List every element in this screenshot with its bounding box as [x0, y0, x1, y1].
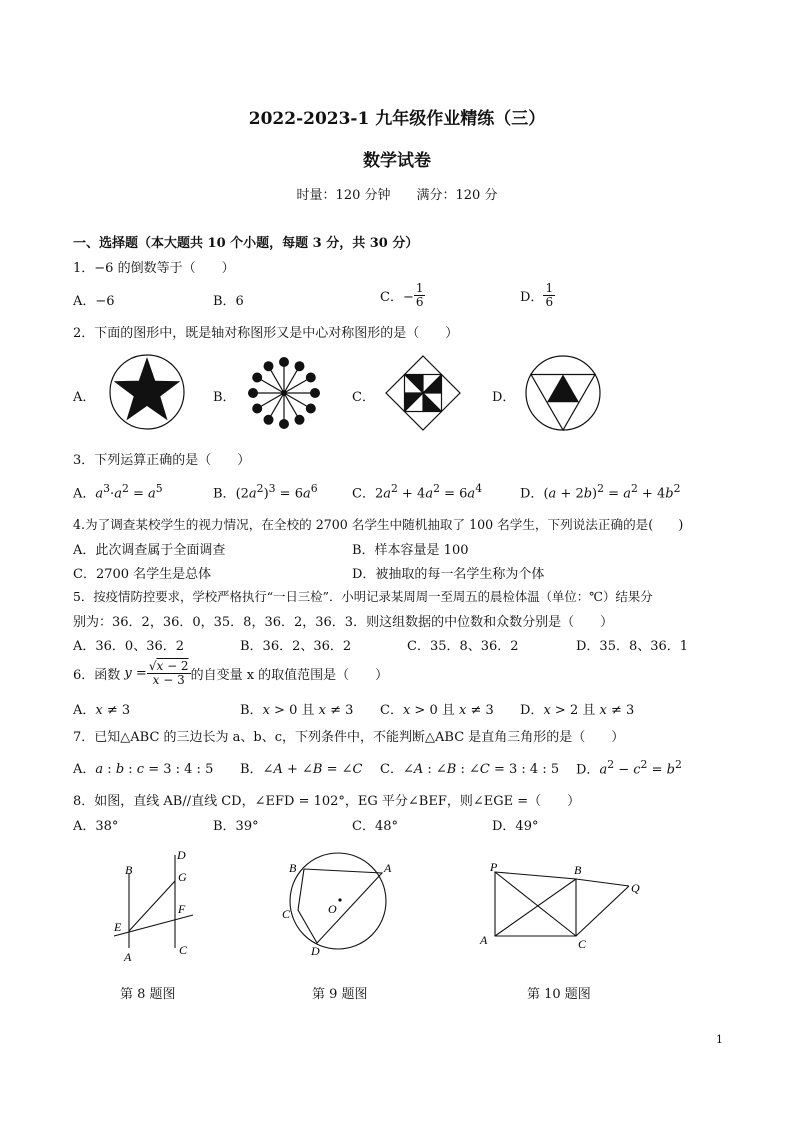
- q2-diamond-figure: [384, 354, 462, 432]
- q6-option-b: B．x > 0 且 x ≠ 3: [240, 703, 354, 718]
- fig8-label-b: B: [125, 863, 133, 877]
- q6-option-c: C．x > 0 且 x ≠ 3: [380, 703, 494, 718]
- q2-option-b: B．: [213, 390, 236, 405]
- figure-8-caption: 第 8 题图: [120, 987, 176, 1002]
- q5-option-c: C．35．8、36．2: [407, 639, 519, 654]
- exam-title: 2022-2023-1 九年级作业精练（三）: [248, 109, 546, 129]
- fig9-label-a: A: [384, 861, 392, 875]
- q3-stem: 3．下列运算正确的是（ ）: [73, 453, 251, 468]
- q8-option-d: D．49°: [492, 819, 539, 834]
- fig8-label-d: D: [177, 848, 186, 862]
- fig10-label-b: B: [574, 863, 582, 877]
- fig8-label-g: G: [178, 870, 187, 884]
- q8-option-b: B．39°: [213, 819, 259, 834]
- q2-stem: 2．下面的图形中，既是轴对称图形又是中心对称图形的是（ ）: [73, 326, 459, 341]
- q8-option-a: A．38°: [73, 819, 119, 834]
- q2-star-figure: [108, 353, 186, 431]
- q4-option-b: B．样本容量是 100: [352, 543, 469, 558]
- fig8-label-f: F: [178, 902, 186, 916]
- fig8-label-c: C: [179, 943, 188, 957]
- fig9-label-d: D: [311, 944, 320, 958]
- q1-option-d: D． $\frac{1}{6}$: [520, 281, 554, 309]
- fig10-label-q: Q: [631, 881, 640, 895]
- fig9-label-o: O: [328, 902, 337, 916]
- fig10-label-p: P: [490, 860, 498, 874]
- figure-9-caption: 第 9 题图: [312, 987, 368, 1002]
- section-heading: 一、选择题（本大题共 10 个小题，每题 3 分，共 30 分）: [73, 236, 419, 251]
- q5-stem-line2: 别为：36．2，36．0，35．8，36．2，36．3．则这组数据的中位数和众数分别是（ ）: [73, 615, 614, 630]
- fig8-label-a: A: [124, 950, 132, 964]
- q4-option-c: C．2700 名学生是总体: [73, 567, 212, 582]
- q4-option-d: D．被抽取的每一名学生称为个体: [352, 567, 545, 582]
- q7-option-c: C．∠A : ∠B : ∠C = 3 : 4 : 5: [380, 762, 560, 777]
- q3-option-b: B．$(2a^2)^3 = 6a^6$: [213, 482, 318, 502]
- q4-stem: 4.为了调查某校学生的视力情况，在全校的 2700 名学生中随机抽取了 100 名学生，下列说法正确的是( ): [73, 517, 684, 532]
- fig9-label-b: B: [289, 861, 297, 875]
- q1-option-b: B．6: [213, 294, 244, 309]
- q5-stem-line1: 5．按疫情防控要求，学校严格执行“一日三检”．小明记录某周周一至周五的晨检体温（单位：℃）结果分: [73, 589, 653, 604]
- fig9-label-c: C: [282, 907, 291, 921]
- figure-9: [280, 845, 400, 965]
- q6-option-d: D．x > 2 且 x ≠ 3: [520, 703, 635, 718]
- fig10-label-a: A: [480, 933, 488, 947]
- q2-option-a: A．: [73, 390, 96, 405]
- q2-triangle-figure: [524, 354, 602, 432]
- time-info: 时量：120 分钟 满分：120 分: [296, 188, 498, 203]
- q3-option-c: C．$2a^2 + 4a^2 = 6a^4$: [352, 482, 483, 502]
- fig10-label-c: C: [578, 937, 587, 951]
- q2-dots-figure: [246, 355, 322, 431]
- q2-option-c: C．: [352, 390, 375, 405]
- q7-option-a: A．a : b : c = 3 : 4 : 5: [73, 762, 214, 777]
- figure-8: [100, 845, 210, 970]
- q7-option-b: B．∠A + ∠B = ∠C: [240, 762, 363, 777]
- figure-10-caption: 第 10 题图: [527, 987, 591, 1002]
- q5-option-a: A．36．0、36．2: [73, 639, 185, 654]
- q8-option-c: C．48°: [352, 819, 398, 834]
- fig8-label-e: E: [114, 920, 122, 934]
- q1-option-a: A．−6: [73, 294, 115, 309]
- q7-option-d: D．$a^2 - c^2 = b^2$: [576, 758, 682, 778]
- q5-option-b: B．36．2、36．2: [240, 639, 352, 654]
- q3-option-d: D．$(a + 2b)^2 = a^2 + 4b^2$: [520, 482, 681, 502]
- figure-10: [478, 852, 648, 962]
- page-number: 1: [716, 1033, 723, 1046]
- q4-option-a: A．此次调查属于全面调查: [73, 543, 226, 558]
- q2-option-d: D．: [492, 390, 516, 405]
- subject-title: 数学试卷: [363, 151, 431, 171]
- q5-option-d: D．35．8、36．1: [576, 639, 689, 654]
- q7-stem: 7．已知△ABC 的三边长为 a、b、c，下列条件中，不能判断△ABC 是直角三角形的是（ ）: [73, 730, 625, 745]
- q8-stem: 8．如图，直线 AB//直线 CD，∠EFD = 102°，EG 平分∠BEF，则∠EGE =（ ）: [73, 794, 581, 809]
- q1-stem: 1．−6 的倒数等于（ ）: [73, 261, 235, 276]
- q6-option-a: A．x ≠ 3: [73, 703, 131, 718]
- q6-stem: 6．函数 y = $\frac{√x - 2}{x - 3}$ 的自变量 x 的取值范围是（ ）: [73, 659, 389, 687]
- q1-option-c: C．− $\frac{1}{6}$: [380, 281, 424, 309]
- q3-option-a: A．$a^3\cdot a^2 = a^5$: [73, 482, 163, 502]
